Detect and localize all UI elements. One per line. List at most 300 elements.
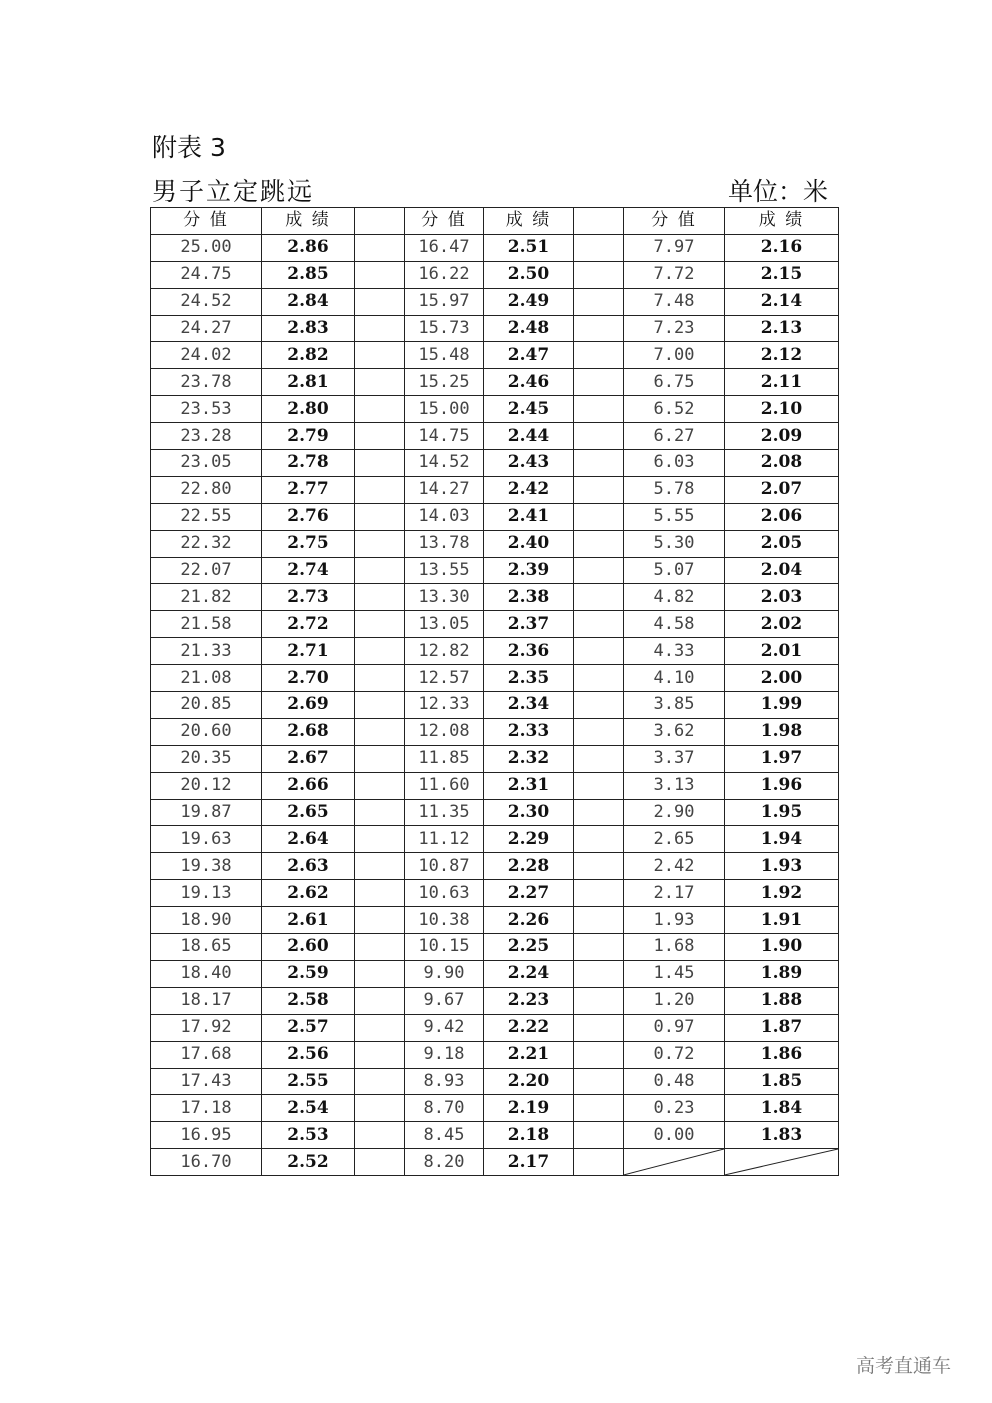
score-cell: 21.08: [151, 665, 262, 692]
table-row: [151, 1122, 839, 1149]
result-cell: 2.22: [484, 1014, 574, 1041]
result-cell: 2.68: [262, 718, 355, 745]
table-header-row: [151, 208, 839, 235]
score-cell: 0.00: [624, 1122, 725, 1149]
header-score-1: 分 值: [151, 208, 262, 235]
result-cell: 2.25: [484, 934, 574, 961]
result-cell: 1.94: [725, 826, 839, 853]
column-gap: [574, 1122, 624, 1149]
result-cell: 2.55: [262, 1068, 355, 1095]
result-cell: 2.05: [725, 530, 839, 557]
result-cell: 2.13: [725, 315, 839, 342]
table-body: [151, 234, 839, 1175]
score-cell: 17.92: [151, 1014, 262, 1041]
empty-slash-cell: [624, 1149, 725, 1176]
result-cell: 2.18: [484, 1122, 574, 1149]
score-cell: 16.95: [151, 1122, 262, 1149]
score-cell: 23.78: [151, 369, 262, 396]
score-cell: 1.93: [624, 907, 725, 934]
score-cell: 19.13: [151, 880, 262, 907]
column-gap: [355, 1095, 405, 1122]
column-gap: [355, 450, 405, 477]
result-cell: 1.98: [725, 718, 839, 745]
table-row: [151, 557, 839, 584]
table-row: [151, 342, 839, 369]
result-cell: 2.49: [484, 288, 574, 315]
page-title: 男子立定跳远: [152, 177, 315, 206]
table-row: [151, 1014, 839, 1041]
score-cell: 22.80: [151, 476, 262, 503]
score-cell: 24.27: [151, 315, 262, 342]
score-cell: 4.10: [624, 665, 725, 692]
result-cell: 2.35: [484, 665, 574, 692]
result-cell: 2.85: [262, 261, 355, 288]
column-gap: [574, 611, 624, 638]
result-cell: 2.00: [725, 665, 839, 692]
column-gap: [574, 423, 624, 450]
result-cell: 2.80: [262, 396, 355, 423]
score-cell: 6.52: [624, 396, 725, 423]
result-cell: 2.50: [484, 261, 574, 288]
column-gap: [574, 557, 624, 584]
score-cell: 5.30: [624, 530, 725, 557]
result-cell: 2.07: [725, 476, 839, 503]
result-cell: 2.16: [725, 234, 839, 261]
table-row: [151, 288, 839, 315]
column-gap: [574, 530, 624, 557]
score-cell: 5.55: [624, 503, 725, 530]
column-gap: [355, 1149, 405, 1176]
result-cell: 2.44: [484, 423, 574, 450]
score-cell: 12.33: [405, 692, 484, 719]
result-cell: 1.90: [725, 934, 839, 961]
score-cell: 2.42: [624, 853, 725, 880]
empty-slash-cell: [725, 1149, 839, 1176]
result-cell: 2.66: [262, 772, 355, 799]
table-row: [151, 853, 839, 880]
result-cell: 1.95: [725, 799, 839, 826]
result-cell: 2.01: [725, 638, 839, 665]
score-cell: 24.52: [151, 288, 262, 315]
score-cell: 5.07: [624, 557, 725, 584]
column-gap: [574, 369, 624, 396]
column-gap: [355, 799, 405, 826]
result-cell: 1.93: [725, 853, 839, 880]
score-cell: 21.58: [151, 611, 262, 638]
result-cell: 1.99: [725, 692, 839, 719]
table-row: [151, 584, 839, 611]
result-cell: 2.76: [262, 503, 355, 530]
score-cell: 6.75: [624, 369, 725, 396]
column-gap: [355, 261, 405, 288]
column-gap: [574, 665, 624, 692]
table-row: [151, 960, 839, 987]
score-cell: 6.03: [624, 450, 725, 477]
result-cell: 2.84: [262, 288, 355, 315]
result-cell: 2.54: [262, 1095, 355, 1122]
diagonal-slash-icon: [624, 1149, 724, 1175]
score-cell: 0.48: [624, 1068, 725, 1095]
result-cell: 1.96: [725, 772, 839, 799]
result-cell: 2.39: [484, 557, 574, 584]
score-cell: 0.72: [624, 1041, 725, 1068]
column-gap: [355, 208, 405, 235]
score-cell: 7.97: [624, 234, 725, 261]
score-cell: 13.05: [405, 611, 484, 638]
column-gap: [574, 1014, 624, 1041]
column-gap: [574, 584, 624, 611]
unit-label: 单位：米: [728, 177, 829, 206]
score-cell: 2.90: [624, 799, 725, 826]
table-row: [151, 826, 839, 853]
column-gap: [355, 772, 405, 799]
score-cell: 0.23: [624, 1095, 725, 1122]
table-row: [151, 530, 839, 557]
score-cell: 7.48: [624, 288, 725, 315]
table-row: [151, 315, 839, 342]
result-cell: 2.64: [262, 826, 355, 853]
column-gap: [355, 342, 405, 369]
table-row: [151, 1041, 839, 1068]
result-cell: 2.72: [262, 611, 355, 638]
result-cell: 2.60: [262, 934, 355, 961]
score-cell: 10.38: [405, 907, 484, 934]
result-cell: 2.29: [484, 826, 574, 853]
score-cell: 7.23: [624, 315, 725, 342]
result-cell: 2.27: [484, 880, 574, 907]
score-cell: 16.70: [151, 1149, 262, 1176]
table-row: [151, 503, 839, 530]
result-cell: 2.03: [725, 584, 839, 611]
score-cell: 19.87: [151, 799, 262, 826]
result-cell: 2.45: [484, 396, 574, 423]
score-cell: 11.35: [405, 799, 484, 826]
score-cell: 17.68: [151, 1041, 262, 1068]
result-cell: 2.52: [262, 1149, 355, 1176]
result-cell: 2.51: [484, 234, 574, 261]
result-cell: 2.42: [484, 476, 574, 503]
column-gap: [355, 611, 405, 638]
score-cell: 19.38: [151, 853, 262, 880]
table-row: [151, 1095, 839, 1122]
column-gap: [574, 987, 624, 1014]
result-cell: 2.43: [484, 450, 574, 477]
result-cell: 2.86: [262, 234, 355, 261]
score-cell: 1.45: [624, 960, 725, 987]
table-row: [151, 745, 839, 772]
column-gap: [355, 1122, 405, 1149]
table-row: [151, 934, 839, 961]
score-cell: 4.82: [624, 584, 725, 611]
score-cell: 24.02: [151, 342, 262, 369]
watermark: 高考直通车: [856, 1355, 952, 1377]
column-gap: [574, 638, 624, 665]
column-gap: [355, 1068, 405, 1095]
column-gap: [355, 638, 405, 665]
score-cell: 14.52: [405, 450, 484, 477]
column-gap: [574, 396, 624, 423]
score-cell: 25.00: [151, 234, 262, 261]
header-result-2: 成 绩: [484, 208, 574, 235]
column-gap: [574, 826, 624, 853]
score-cell: 3.37: [624, 745, 725, 772]
score-cell: 11.60: [405, 772, 484, 799]
column-gap: [574, 880, 624, 907]
result-cell: 2.30: [484, 799, 574, 826]
score-cell: 15.25: [405, 369, 484, 396]
column-gap: [355, 557, 405, 584]
column-gap: [355, 1041, 405, 1068]
result-cell: 2.65: [262, 799, 355, 826]
score-cell: 13.30: [405, 584, 484, 611]
table-row: [151, 1149, 839, 1176]
result-cell: 2.48: [484, 315, 574, 342]
result-cell: 1.91: [725, 907, 839, 934]
appendix-title: 附表 3: [152, 133, 226, 162]
result-cell: 2.82: [262, 342, 355, 369]
result-cell: 2.09: [725, 423, 839, 450]
column-gap: [574, 1068, 624, 1095]
score-cell: 21.82: [151, 584, 262, 611]
diagonal-slash-icon: [725, 1149, 838, 1175]
column-gap: [574, 503, 624, 530]
score-cell: 24.75: [151, 261, 262, 288]
score-cell: 2.65: [624, 826, 725, 853]
result-cell: 2.02: [725, 611, 839, 638]
score-cell: 12.82: [405, 638, 484, 665]
result-cell: 2.24: [484, 960, 574, 987]
result-cell: 2.33: [484, 718, 574, 745]
score-cell: 14.27: [405, 476, 484, 503]
column-gap: [574, 288, 624, 315]
result-cell: 2.20: [484, 1068, 574, 1095]
score-cell: 1.20: [624, 987, 725, 1014]
table-row: [151, 611, 839, 638]
table-row: [151, 450, 839, 477]
score-table: [150, 207, 839, 1176]
score-cell: 13.78: [405, 530, 484, 557]
result-cell: 2.06: [725, 503, 839, 530]
column-gap: [355, 907, 405, 934]
result-cell: 1.84: [725, 1095, 839, 1122]
table-row: [151, 234, 839, 261]
result-cell: 2.11: [725, 369, 839, 396]
score-cell: 10.87: [405, 853, 484, 880]
column-gap: [355, 987, 405, 1014]
score-cell: 8.93: [405, 1068, 484, 1095]
column-gap: [574, 718, 624, 745]
header-score-3: 分 值: [624, 208, 725, 235]
result-cell: 2.17: [484, 1149, 574, 1176]
result-cell: 2.31: [484, 772, 574, 799]
result-cell: 2.15: [725, 261, 839, 288]
table-row: [151, 1068, 839, 1095]
score-cell: 18.17: [151, 987, 262, 1014]
score-cell: 8.45: [405, 1122, 484, 1149]
column-gap: [355, 530, 405, 557]
table-row: [151, 638, 839, 665]
column-gap: [574, 1149, 624, 1176]
column-gap: [355, 826, 405, 853]
result-cell: 1.87: [725, 1014, 839, 1041]
column-gap: [355, 396, 405, 423]
column-gap: [574, 476, 624, 503]
result-cell: 2.38: [484, 584, 574, 611]
score-cell: 0.97: [624, 1014, 725, 1041]
result-cell: 2.08: [725, 450, 839, 477]
result-cell: 2.53: [262, 1122, 355, 1149]
score-cell: 12.57: [405, 665, 484, 692]
table-row: [151, 261, 839, 288]
result-cell: 2.32: [484, 745, 574, 772]
score-cell: 8.70: [405, 1095, 484, 1122]
result-cell: 1.88: [725, 987, 839, 1014]
score-cell: 9.42: [405, 1014, 484, 1041]
column-gap: [355, 665, 405, 692]
column-gap: [355, 584, 405, 611]
result-cell: 1.83: [725, 1122, 839, 1149]
table-row: [151, 369, 839, 396]
column-gap: [574, 342, 624, 369]
result-cell: 2.14: [725, 288, 839, 315]
score-cell: 18.40: [151, 960, 262, 987]
result-cell: 2.58: [262, 987, 355, 1014]
result-cell: 2.47: [484, 342, 574, 369]
result-cell: 2.10: [725, 396, 839, 423]
score-cell: 13.55: [405, 557, 484, 584]
result-cell: 2.04: [725, 557, 839, 584]
table-row: [151, 987, 839, 1014]
table-row: [151, 718, 839, 745]
score-cell: 14.75: [405, 423, 484, 450]
result-cell: 2.46: [484, 369, 574, 396]
result-cell: 2.56: [262, 1041, 355, 1068]
column-gap: [574, 1095, 624, 1122]
score-cell: 4.58: [624, 611, 725, 638]
score-cell: 3.62: [624, 718, 725, 745]
score-cell: 23.53: [151, 396, 262, 423]
result-cell: 2.41: [484, 503, 574, 530]
header-result-1: 成 绩: [262, 208, 355, 235]
result-cell: 2.40: [484, 530, 574, 557]
score-cell: 9.90: [405, 960, 484, 987]
result-cell: 2.19: [484, 1095, 574, 1122]
result-cell: 2.81: [262, 369, 355, 396]
score-cell: 10.15: [405, 934, 484, 961]
score-cell: 19.63: [151, 826, 262, 853]
column-gap: [355, 234, 405, 261]
result-cell: 1.97: [725, 745, 839, 772]
score-cell: 4.33: [624, 638, 725, 665]
score-cell: 20.85: [151, 692, 262, 719]
column-gap: [355, 853, 405, 880]
column-gap: [355, 880, 405, 907]
table-row: [151, 799, 839, 826]
score-cell: 18.65: [151, 934, 262, 961]
score-cell: 17.43: [151, 1068, 262, 1095]
column-gap: [355, 503, 405, 530]
column-gap: [355, 288, 405, 315]
column-gap: [574, 692, 624, 719]
table-row: [151, 665, 839, 692]
column-gap: [574, 1041, 624, 1068]
table-row: [151, 880, 839, 907]
score-cell: 15.97: [405, 288, 484, 315]
result-cell: 2.63: [262, 853, 355, 880]
column-gap: [574, 853, 624, 880]
score-cell: 1.68: [624, 934, 725, 961]
column-gap: [355, 692, 405, 719]
result-cell: 2.77: [262, 476, 355, 503]
result-cell: 2.61: [262, 907, 355, 934]
result-cell: 2.71: [262, 638, 355, 665]
result-cell: 2.59: [262, 960, 355, 987]
score-cell: 15.73: [405, 315, 484, 342]
result-cell: 2.78: [262, 450, 355, 477]
column-gap: [355, 315, 405, 342]
score-cell: 22.07: [151, 557, 262, 584]
result-cell: 1.85: [725, 1068, 839, 1095]
score-cell: 21.33: [151, 638, 262, 665]
column-gap: [574, 450, 624, 477]
score-cell: 9.67: [405, 987, 484, 1014]
result-cell: 2.57: [262, 1014, 355, 1041]
result-cell: 2.21: [484, 1041, 574, 1068]
result-cell: 1.92: [725, 880, 839, 907]
score-cell: 14.03: [405, 503, 484, 530]
result-cell: 2.79: [262, 423, 355, 450]
score-cell: 20.12: [151, 772, 262, 799]
score-cell: 23.28: [151, 423, 262, 450]
score-cell: 10.63: [405, 880, 484, 907]
score-cell: 11.12: [405, 826, 484, 853]
table-row: [151, 772, 839, 799]
header-result-3: 成 绩: [725, 208, 839, 235]
column-gap: [355, 960, 405, 987]
column-gap: [574, 772, 624, 799]
column-gap: [355, 718, 405, 745]
column-gap: [355, 369, 405, 396]
score-cell: 18.90: [151, 907, 262, 934]
column-gap: [574, 745, 624, 772]
column-gap: [574, 261, 624, 288]
score-cell: 16.47: [405, 234, 484, 261]
score-cell: 5.78: [624, 476, 725, 503]
score-cell: 15.48: [405, 342, 484, 369]
result-cell: 2.70: [262, 665, 355, 692]
result-cell: 1.89: [725, 960, 839, 987]
column-gap: [355, 423, 405, 450]
result-cell: 2.62: [262, 880, 355, 907]
result-cell: 2.34: [484, 692, 574, 719]
score-cell: 9.18: [405, 1041, 484, 1068]
column-gap: [355, 476, 405, 503]
score-cell: 3.85: [624, 692, 725, 719]
result-cell: 2.26: [484, 907, 574, 934]
result-cell: 2.36: [484, 638, 574, 665]
table-row: [151, 423, 839, 450]
score-cell: 20.35: [151, 745, 262, 772]
score-cell: 7.00: [624, 342, 725, 369]
score-cell: 12.08: [405, 718, 484, 745]
column-gap: [574, 799, 624, 826]
score-cell: 11.85: [405, 745, 484, 772]
result-cell: 2.69: [262, 692, 355, 719]
header-score-2: 分 值: [405, 208, 484, 235]
result-cell: 2.12: [725, 342, 839, 369]
table-row: [151, 907, 839, 934]
result-cell: 1.86: [725, 1041, 839, 1068]
